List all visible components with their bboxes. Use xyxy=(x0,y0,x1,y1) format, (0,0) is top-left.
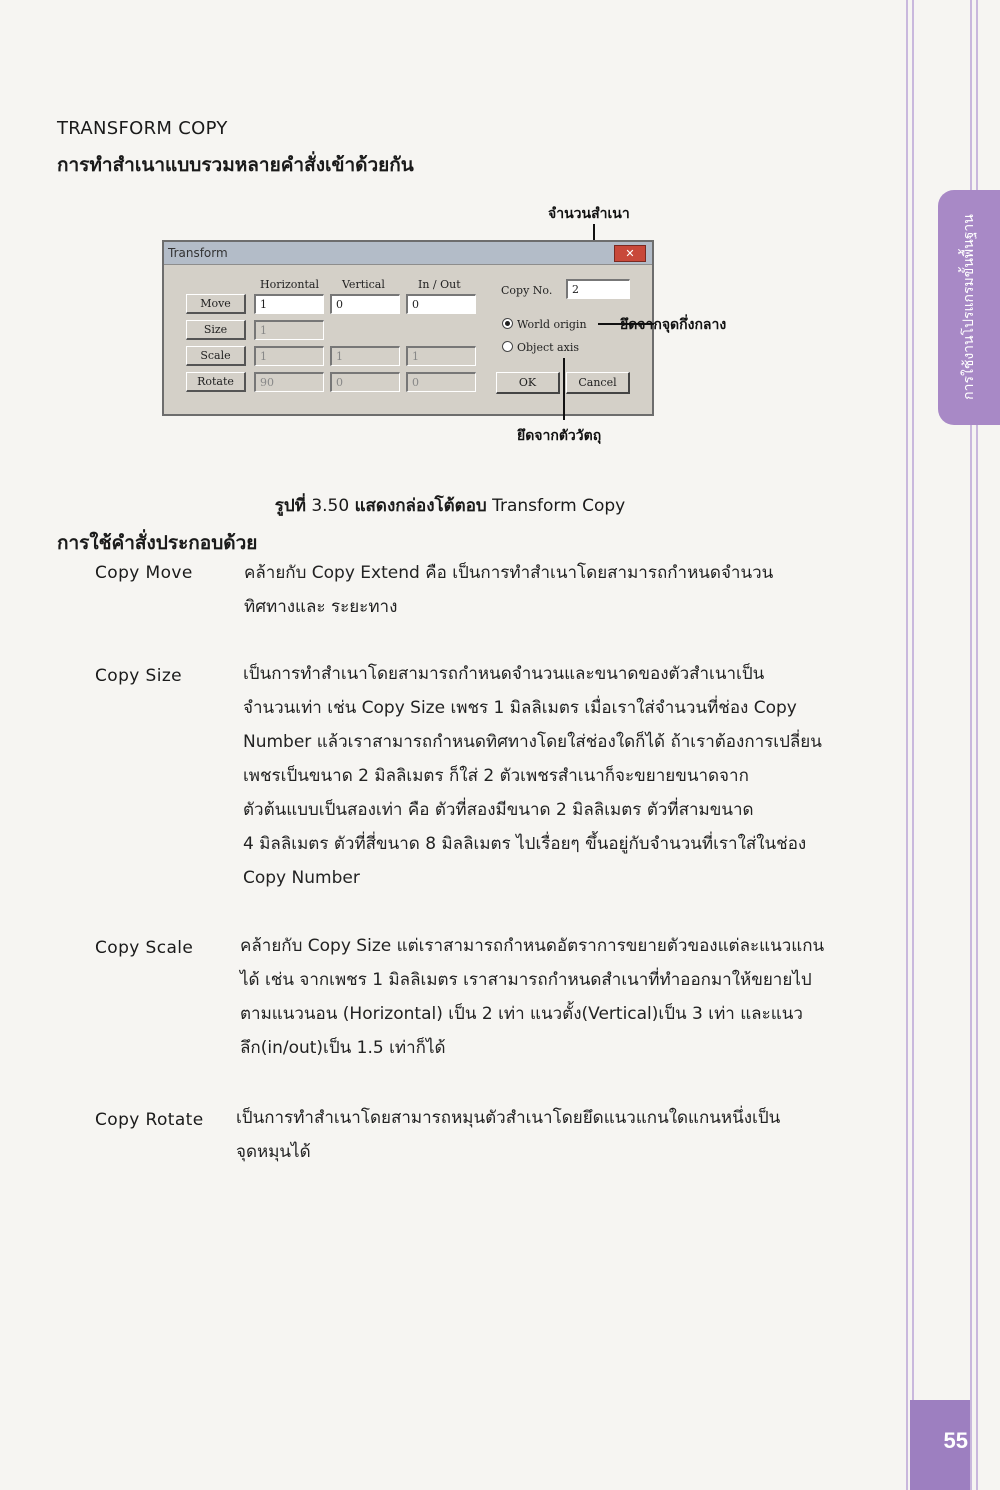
transform-dialog xyxy=(162,240,654,416)
scale-horizontal-field[interactable]: 1 xyxy=(254,346,324,366)
rotate-inout-field[interactable]: 0 xyxy=(406,372,476,392)
radio-object-axis-label: Object axis xyxy=(517,341,579,354)
column-header-in-out: In / Out xyxy=(418,278,461,291)
margin-line xyxy=(912,0,914,1490)
figure-caption xyxy=(0,492,900,519)
rotate-button[interactable]: Rotate xyxy=(186,372,246,392)
section-subheading: การทำสำเนาแบบรวมหลายคำสั่งเข้าด้วยกัน xyxy=(57,154,414,176)
caption-prefix: รูปที่ xyxy=(274,496,306,516)
desc-line: Copy Number xyxy=(243,868,360,888)
desc-line: ตัวต้นแบบเป็นสองเท่า คือ ตัวที่สองมีขนาด 2 มิลลิเมตร ตัวที่สามขนาด xyxy=(243,800,754,820)
ok-button[interactable]: OK xyxy=(496,372,560,394)
radio-world-origin[interactable] xyxy=(502,317,587,331)
size-button[interactable]: Size xyxy=(186,320,246,340)
callout-center: ยึดจากจุดกึ่งกลาง xyxy=(620,317,727,333)
radio-selected-icon xyxy=(502,318,513,329)
callout-copies: จำนวนสำเนา xyxy=(548,206,630,222)
section-heading: TRANSFORM COPY xyxy=(57,118,228,139)
margin-line xyxy=(906,0,908,1490)
move-horizontal-field[interactable]: 1 xyxy=(254,294,324,314)
desc-line: จุดหมุนได้ xyxy=(236,1142,311,1162)
dialog-title: Transform xyxy=(168,246,228,260)
copy-no-field[interactable]: 2 xyxy=(566,279,630,299)
desc-copy-move xyxy=(244,556,773,624)
desc-line: คล้ายกับ Copy Size แต่เราสามารถกำหนดอัตราการขยายตัวของแต่ละแนวแกน xyxy=(240,936,825,956)
chapter-tab-label: การใช้งานโปรแกรมขั้นพื้นฐาน xyxy=(961,214,977,400)
desc-line: ทิศทางและ ระยะทาง xyxy=(244,597,398,617)
scale-button[interactable]: Scale xyxy=(186,346,246,366)
caption-bold: แสดงกล่องโต้ตอบ xyxy=(354,496,487,516)
size-field[interactable]: 1 xyxy=(254,320,324,340)
term-copy-rotate: Copy Rotate xyxy=(95,1110,204,1130)
desc-line: จำนวนเท่า เช่น Copy Size เพชร 1 มิลลิเมตร เมื่อเราใส่จำนวนที่ช่อง Copy xyxy=(243,698,797,718)
scale-inout-field[interactable]: 1 xyxy=(406,346,476,366)
callout-object: ยึดจากตัววัตถุ xyxy=(517,428,602,444)
desc-line: ตามแนวนอน (Horizontal) เป็น 2 เท่า แนวตั้ง(Vertical)เป็น 3 เท่า และแนว xyxy=(240,1004,803,1024)
desc-line: เป็นการทำสำเนาโดยสามารถหมุนตัวสำเนาโดยยึดแนวแกนใดแกนหนึ่งเป็น xyxy=(236,1108,781,1128)
radio-object-axis[interactable] xyxy=(502,340,579,354)
scale-vertical-field[interactable]: 1 xyxy=(330,346,400,366)
desc-line: เพชรเป็นขนาด 2 มิลลิเมตร ก็ใส่ 2 ตัวเพชรสำเนาก็จะขยายขนาดจาก xyxy=(243,766,749,786)
callout-line xyxy=(563,358,565,420)
caption-tail: Transform Copy xyxy=(492,496,626,516)
term-copy-scale: Copy Scale xyxy=(95,938,194,958)
move-button[interactable]: Move xyxy=(186,294,246,314)
radio-empty-icon xyxy=(502,341,513,352)
radio-world-origin-label: World origin xyxy=(517,318,587,331)
desc-line: เป็นการทำสำเนาโดยสามารถกำหนดจำนวนและขนาดของตัวสำเนาเป็น xyxy=(243,664,765,684)
usage-heading: การใช้คำสั่งประกอบด้วย xyxy=(57,532,258,554)
desc-copy-scale xyxy=(240,929,824,1065)
copy-no-label: Copy No. xyxy=(501,284,553,297)
term-copy-move: Copy Move xyxy=(95,563,193,583)
desc-line: Number แล้วเราสามารถกำหนดทิศทางโดยใส่ช่องใดก็ได้ ถ้าเราต้องการเปลี่ยน xyxy=(243,732,822,752)
desc-line: ได้ เช่น จากเพชร 1 มิลลิเมตร เราสามารถกำหนดสำเนาที่ทำออกมาให้ขยายไป xyxy=(240,970,812,990)
rotate-horizontal-field[interactable]: 90 xyxy=(254,372,324,392)
page-number: 55 xyxy=(943,1428,968,1453)
move-vertical-field[interactable]: 0 xyxy=(330,294,400,314)
dialog-titlebar[interactable] xyxy=(164,242,652,265)
desc-line: ลึก(in/out)เป็น 1.5 เท่าก็ได้ xyxy=(240,1038,446,1058)
move-inout-field[interactable]: 0 xyxy=(406,294,476,314)
term-copy-size: Copy Size xyxy=(95,666,183,686)
desc-copy-size xyxy=(243,657,822,895)
close-icon[interactable]: ✕ xyxy=(614,245,646,262)
caption-number: 3.50 xyxy=(311,496,350,516)
column-header-horizontal: Horizontal xyxy=(260,278,319,291)
desc-line: คล้ายกับ Copy Extend คือ เป็นการทำสำเนาโดยสามารถกำหนดจำนวน xyxy=(244,563,774,583)
column-header-vertical: Vertical xyxy=(342,278,385,291)
cancel-button[interactable]: Cancel xyxy=(566,372,630,394)
rotate-vertical-field[interactable]: 0 xyxy=(330,372,400,392)
desc-copy-rotate xyxy=(236,1101,780,1169)
desc-line: 4 มิลลิเมตร ตัวที่สี่ขนาด 8 มิลลิเมตร ไปเรื่อยๆ ขึ้นอยู่กับจำนวนที่เราใส่ในช่อง xyxy=(243,834,807,854)
